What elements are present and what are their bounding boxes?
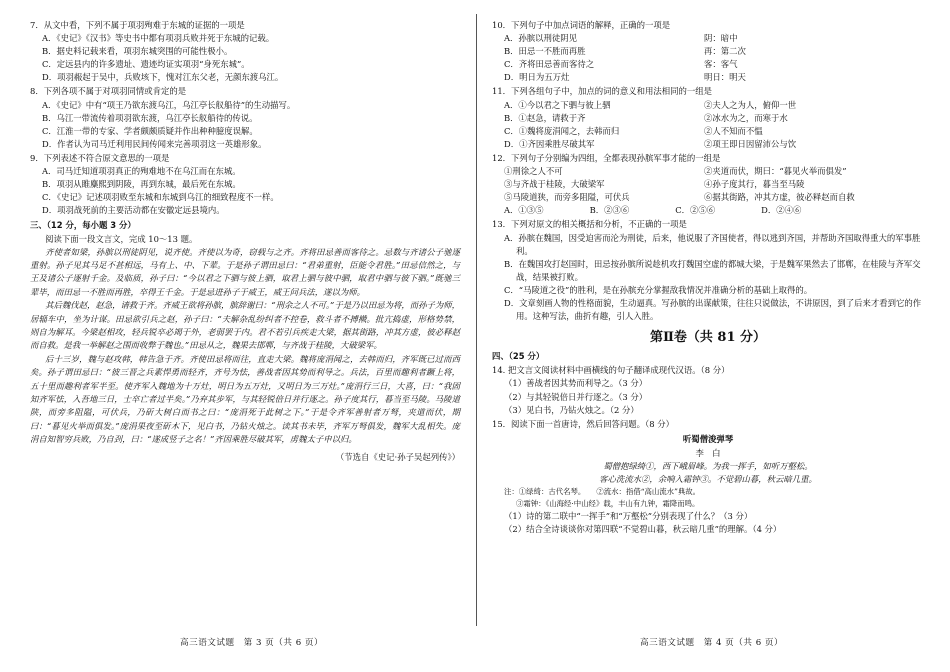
q11-stem: 11．下列各组句子中，加点的词的意义和用法相同的一组是 — [492, 86, 713, 97]
poem-author: 李 白 — [695, 447, 721, 458]
q13-option-d: D．文章刻画人物的性格面貌，生动逼真。写孙膑的出谋献策，往往只说做法，不讲原因，到了后来才看到它的作用。这种写法，曲折有趣，引人入胜。 — [504, 297, 922, 322]
q10-a-gloss: 阴：暗中 — [704, 33, 738, 44]
passage-source: （节选自《史记·孙子吴起列传》） — [335, 451, 460, 462]
q15-question-2: （2）结合全诗谈谈你对第四联“不觉碧山暮，秋云暗几重”的理解。（4 分） — [504, 524, 782, 535]
poem-note-1: 注：①绿绮：古代名琴。 ②流水：指借“高山流水”典故。 — [504, 487, 701, 497]
q12-stem: 12．下列句子分别编为四组，全都表现孙膑军事才能的一组是 — [492, 152, 721, 163]
q9-option-b: B．项羽从睢麋熙到阴陵，再到东城，最后死在东城。 — [42, 179, 241, 190]
q11-options — [492, 99, 924, 151]
q7-option-a: A．《史记》《汉书》等史书中都有项羽兵败并死于东城的记载。 — [42, 33, 275, 44]
volume-2-title: 第Ⅱ卷（共 81 分） — [649, 330, 767, 346]
q12-choice-d: D．②④⑥ — [761, 205, 802, 216]
q10-b-gloss: 再：第二次 — [704, 46, 746, 57]
q10-stem: 10．下列句子中加点词语的解释，正确的一项是 — [492, 20, 671, 30]
poem-line-1: 蜀僧抱绿绮①，西下峨眉峰。为我一挥手，如听万壑松。 — [603, 461, 813, 471]
q12-item-1: ①刑徐之人不可 — [504, 166, 563, 177]
q12-choice-a: A．①③⑤ — [504, 205, 544, 216]
q12-item-4: ④孙子度其行，暮当至马陵 — [704, 179, 805, 190]
right-page — [492, 18, 924, 536]
section-4-heading: 四、（25 分） — [492, 351, 545, 362]
q10-c-sentence: C．齐将田忌善而客待之 — [504, 59, 595, 70]
q14-item-2: （2）与其轻锐倍日并行逐之。（3 分） — [504, 391, 648, 402]
q10-d-sentence: D．明日为五万灶 — [504, 72, 570, 83]
q11-b-2: ②冰水为之，而寒于水 — [704, 112, 788, 123]
q10-d-gloss: 明日：明天 — [704, 72, 746, 83]
q12-item-3: ③与齐战于桂陵，大破梁军 — [504, 179, 605, 190]
q13-option-c: C．“马陵道之役”的胜利，是在孙膑充分掌握敌我情况并准确分析的基础上取得的。 — [504, 284, 813, 295]
q12-items — [492, 165, 924, 204]
q10-b-sentence: B．田忌一不胜而再胜 — [504, 46, 586, 57]
q13-option-b: B．在魏国攻打赵国时，田忌按孙膑所说趁机攻打魏国空虚的都城大梁，于是魏军果然去了邯郸，在桂陵与齐军交战，结果被打败。 — [504, 258, 921, 282]
q13-option-a: A．孙膑在魏国，因受迫害而沦为刑徒，后来，他说服了齐国使者，得以逃到齐国，并帮助齐国取得重大的军事胜利。 — [504, 232, 921, 256]
page-divider — [476, 14, 477, 626]
poem-line-2: 客心洗流水②，余响入霜钟③。不觉碧山暮，秋云暗几重。 — [599, 474, 817, 485]
q10-options — [492, 32, 924, 84]
left-page — [30, 18, 460, 464]
passage-intro: 阅读下面一段文言文，完成 10～13 题。 — [45, 233, 198, 244]
passage-paragraph-1: 齐使者如梁，孙膑以刑徒阴见，说齐使。齐使以为奇，窃载与之齐。齐将田忌善而客待之。忌数与齐诸公子驰逐重射。孙子见其马足不甚相远，马有上、中、下辈。于是孙子谓田忌曰：“君弟重射，臣能令君胜。”田忌信然之，与王及诸公子逐射千金。及临质，孙子曰：“今以君之下驷与彼上驷，取君上驷与彼中驷，取君中驷与彼下驷。”既驰三辈毕，而田忌一不胜而再胜，卒得王千金。于是忌进孙子于威王，威王问兵法，遂以为师。 — [30, 246, 460, 297]
q9-option-d: D．项羽战死前的主要活动都在安徽定远县境内。 — [42, 205, 225, 216]
q11-b-1: B．①赵急，请救于齐 — [504, 112, 586, 123]
q14-stem: 14. 把文言文阅读材料中画横线的句子翻译成现代汉语。（8 分） — [492, 365, 730, 376]
q12-item-2: ②夹道而伏，期曰：“暮见火举而俱发” — [704, 166, 847, 177]
q9-option-c: C．《史记》记述项羽败至东城和东城到乌江的细致程度不一样。 — [42, 192, 279, 203]
poem-note-2: ③霜钟：《山海经·中山经》载，丰山有九钟，霜降而鸣。 — [516, 499, 700, 509]
passage-paragraph-2: 其后魏伐赵，赵急，请救于齐。齐威王欲将孙膑，膑辞谢曰：“刑余之人不可。”于是乃以田忌为将，而孙子为师，居辎车中，坐为计谋。田忌欲引兵之赵，孙子曰：“夫解杂乱纷纠者不控卷，救斗者不搏撠。批亢捣虚，形格势禁，则自为解耳。今梁赵相攻，轻兵锐卒必竭于外，老弱罢于内。君不若引兵疾走大梁，据其街路，冲其方虚，彼必释赵而自救。是我一举解赵之围而收弊于魏也。”田忌从之，魏果去邯郸，与齐战于桂陵，大破梁军。 — [30, 300, 460, 351]
q8-option-b: B．乌江一带流传着项羽欲东渡，乌江亭长舣船待的传说。 — [42, 112, 258, 123]
q9-option-a: A．司马迁知道项羽真正的殉难地不在乌江而在东城。 — [42, 166, 241, 177]
q10-c-gloss: 客：客气 — [704, 59, 738, 70]
q8-option-d: D．作者认为司马迁利用民间传闻来完善项羽这一英雄形象。 — [42, 138, 267, 149]
q8-option-a: A．《史记》中有“项王乃欲东渡乌江，乌江亭长舣船待”的生动描写。 — [42, 99, 296, 110]
poem-title: 听蜀僧浚弹琴 — [682, 433, 734, 444]
q15-question-1: （1）诗的第二联中“一挥手”和“万壑松”分别表现了什么？（3 分） — [504, 511, 753, 522]
q14-item-1: （1）善战者因其势而利导之。（3 分） — [504, 378, 648, 389]
q15-stem: 15．阅读下面一首唐诗，然后回答问题。（8 分） — [492, 418, 674, 429]
q10-a-sentence: A．孙膑以刑徒阴见 — [504, 33, 578, 44]
q11-c-1: C．①魏将庞涓闻之，去韩而归 — [504, 125, 620, 136]
q7-option-d: D．项羽赧起于吴中，兵败垓下，愧对江东父老，无颜东渡乌江。 — [42, 72, 284, 83]
footer-left: 高三语文试题 第 3 页（共 6 页） — [180, 638, 324, 648]
q14-item-3: （3）见白书，乃钻火烛之。（2 分） — [504, 404, 639, 415]
q11-d-2: ②项王即日因留沛公与饮 — [704, 138, 797, 149]
q8-option-c: C．江淮一带的专家、学者颇颇质疑并作出种种臆度误解。 — [42, 125, 258, 136]
section-3-heading: 三、（12 分，每小题 3 分） — [30, 220, 136, 231]
q13-stem: 13．下列对原文的相关概括和分析，不正确的一项是 — [492, 219, 687, 230]
q9-stem: 9．下列表述不符合原文意思的一项是 — [30, 152, 170, 163]
q11-a-2: ②夫人之为人，俯仰一世 — [704, 99, 797, 110]
q12-item-5: ⑤马陵道狭，而旁多阻隘，可伏兵 — [504, 192, 630, 203]
footer-right: 高三语文试题 第 4 页（共 6 页） — [640, 638, 784, 648]
q7-option-c: C．定远县内的许多遗址、遗迹均证实项羽“身死东城”。 — [42, 59, 250, 70]
q12-choices — [492, 204, 924, 217]
q11-d-1: D．①齐因乘胜尽破其军 — [504, 138, 595, 149]
q12-choice-b: B．②③⑥ — [589, 205, 630, 216]
q8-stem: 8．下列各项不属于对项羽同情或肯定的是 — [30, 86, 187, 97]
q12-item-6: ⑥据其街路，冲其方虚，彼必释赵而自救 — [704, 192, 855, 203]
passage-paragraph-3: 后十三岁，魏与赵攻韩，韩告急于齐。齐使田忌将而往，直走大梁。魏将庞涓闻之，去韩而归，齐军既已过而西矣。孙子谓田忌曰：“彼三晋之兵素悍勇而轻齐，齐号为怯，善战者因其势而利导之。兵法，百里而趣利者蹶上将，五十里而趣利者军半至。使齐军入魏地为十万灶，明日为五万灶，又明日为三万灶。”庞涓行三日，大喜，曰：“我固知齐军怯，入吾地三日，士卒亡者过半矣。”乃弃其步军，与其轻锐倍日并行逐之。孙子度其行，暮当至马陵。马陵道陕，而旁多阻隘，可伏兵，乃斫大树白而书之曰：“庞涓死于此树之下。”于是令齐军善射者万弩，夹道而伏，期曰：“暮见火举而俱发。”庞涓果夜至斫木下，见白书，乃钻火烛之。读其书未毕，齐军万弩俱发，魏军大乱相失。庞涓自知智穷兵败，乃自刭，曰：“遂成竖子之名！”齐因乘胜尽破其军，虏魏太子申以归。 — [30, 353, 460, 445]
q12-choice-c: C．②⑤⑥ — [675, 205, 716, 216]
q11-c-2: ②人不知而不愠 — [704, 125, 763, 136]
q7-option-b: B．据史料记载来看，项羽东城突围的可能性极小。 — [42, 46, 233, 57]
q7-stem: 7．从文中看，下列不属于项羽殉难于东城的证据的一项是 — [30, 20, 245, 30]
q11-a-1: A．①今以君之下驷与彼上驷 — [504, 99, 611, 110]
